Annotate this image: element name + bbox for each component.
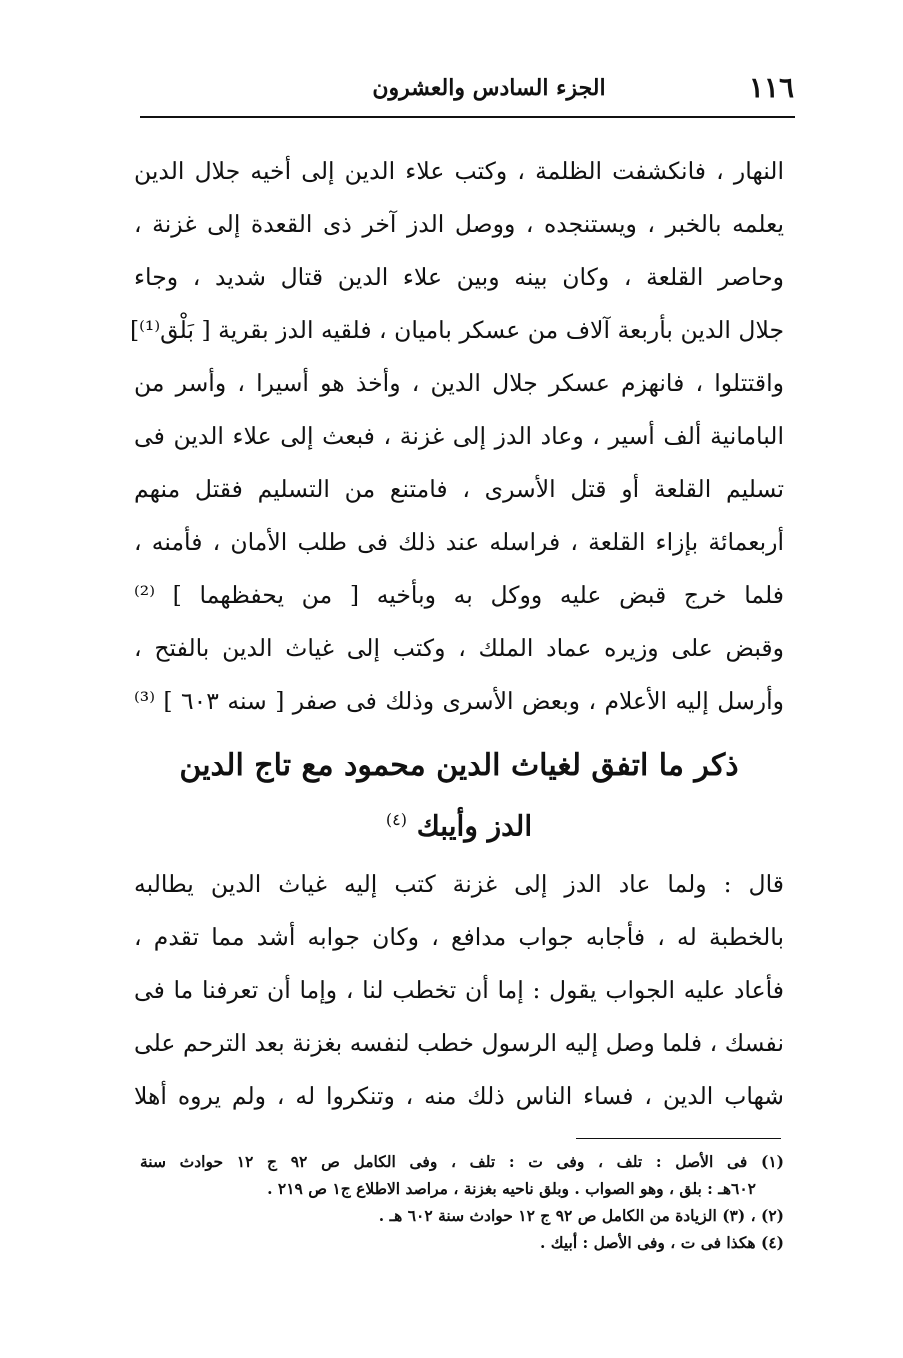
text-line: وحاصر القلعة ، وكان بينه وبين علاء الدين قتال شديد ، وجاء: [134, 263, 784, 291]
body-paragraph-2: [134, 858, 784, 1123]
page-number: ١١٦: [748, 71, 794, 104]
section-title-text: الدز وأيبك: [416, 809, 533, 843]
page-header: [140, 70, 798, 106]
text-line: النهار ، فانكشفت الظلمة ، وكتب علاء الدين إلى أخيه جلال الدين: [134, 157, 784, 185]
footnotes: [140, 1148, 784, 1256]
text-line: تسليم القلعة أو قتل الأسرى ، فامتنع من التسليم فقتل منهم: [134, 475, 784, 503]
text-line: واقتتلوا ، فانهزم عسكر جلال الدين ، وأخذ هو أسيرا ، وأسر من: [134, 369, 784, 397]
text-line: قال : ولما عاد الدز إلى غزنة كتب إليه غياث الدين يطالبه: [134, 870, 784, 898]
body-paragraph-1: [129, 145, 784, 728]
text-line: وأرسل إليه الأعلام ، وبعض الأسرى وذلك فى صفر [ سنه ٦٠٣ ] ⁽³⁾: [134, 687, 784, 715]
running-title: الجزء السادس والعشرون: [372, 75, 606, 101]
text-line: البامانية ألف أسير ، وعاد الدز إلى غزنة ، فبعث إلى علاء الدين فى: [134, 422, 784, 450]
text-line: أربعمائة بإزاء القلعة ، فراسله عند ذلك فى طلب الأمان ، فأمنه ،: [134, 528, 784, 556]
text-line: شهاب الدين ، فساء الناس ذلك منه ، وتنكروا له ، ولم يروه أهلا: [134, 1082, 784, 1110]
text-line: جلال الدين بأربعة آلاف من عسكر باميان ، فلقيه الدز بقرية [ بَلْق⁽¹⁾]: [129, 316, 784, 344]
header-rule: [140, 116, 795, 118]
footnote-separator: [576, 1138, 781, 1139]
section-title-line-2: [134, 794, 784, 846]
section-heading: [134, 738, 784, 846]
text-line: فلما خرج قبض عليه ووكل به وبأخيه [ من يحفظهما ] ⁽²⁾: [134, 581, 784, 609]
footnote-marker: (٤): [385, 810, 407, 829]
text-line: وقبض على وزيره عماد الملك ، وكتب إلى غياث الدين بالفتح ،: [134, 634, 784, 662]
footnote-line: (٤) هكذا فى ت ، وفى الأصل : أبيك .: [539, 1233, 784, 1252]
footnote-line: (٢) ، (٣) الزيادة من الكامل ص ٩٢ ج ١٢ حوادث سنة ٦٠٢ هـ .: [378, 1206, 784, 1225]
text-line: بالخطبة له ، فأجابه جواب مدافع ، وكان جوابه أشد مما تقدم ،: [134, 923, 784, 951]
text-line: نفسك ، فلما وصل إليه الرسول خطب لنفسه بغزنة بعد الترحم على: [134, 1029, 784, 1057]
text-line: يعلمه بالخبر ، ويستنجده ، ووصل الدز آخر ذى القعدة إلى غزنة ،: [134, 210, 784, 238]
text-line: فأعاد عليه الجواب يقول : إما أن تخطب لنا ، وإما أن تعرفنا ما فى: [134, 976, 784, 1004]
footnote-line: (١) فى الأصل : تلف ، وفى ت : تلف ، وفى الكامل ص ٩٢ ج ١٢ حوادث سنة: [140, 1152, 784, 1171]
footnote-line: ٦٠٢هـ : بلق ، وهو الصواب . وبلق ناحيه بغزنة ، مراصد الاطلاع ج١ ص ٢١٩ .: [267, 1179, 756, 1198]
section-title-line-1: ذكر ما اتفق لغياث الدين محمود مع تاج الدين: [179, 748, 739, 783]
